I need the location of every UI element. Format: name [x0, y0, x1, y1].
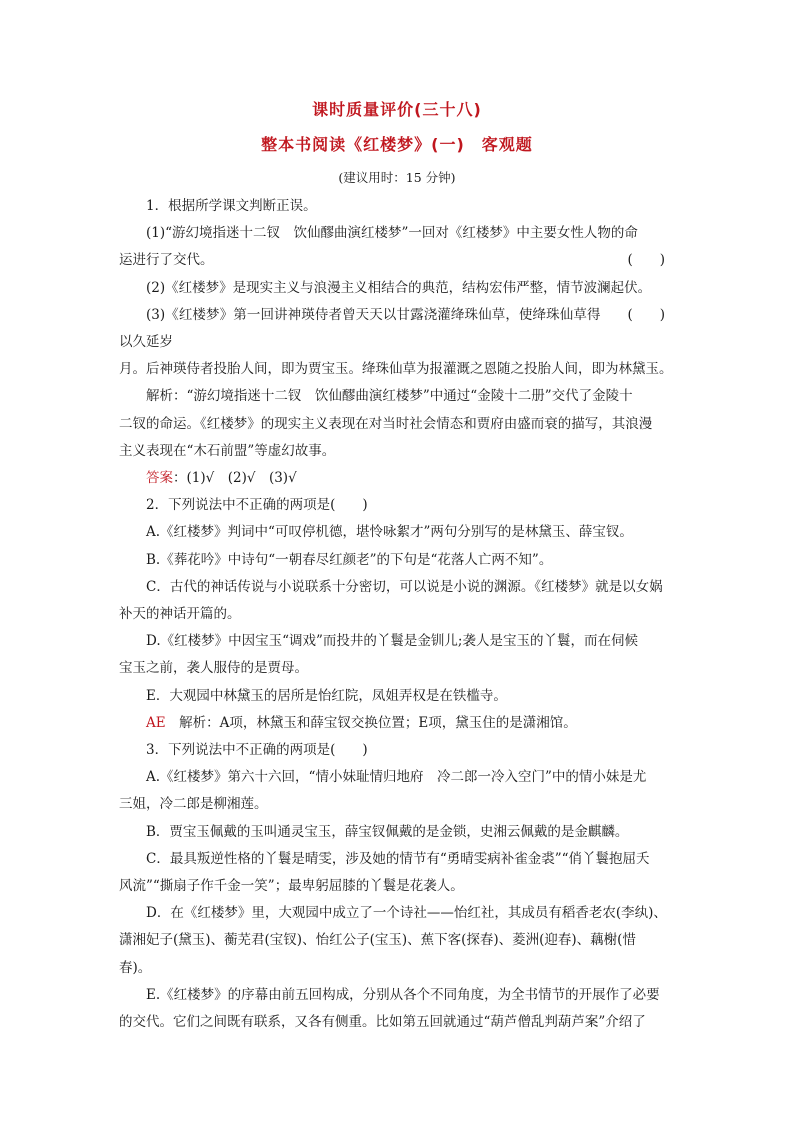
- q1-item1-line1: (1)“游幻境指迷十二钗 饮仙醪曲演红楼梦”一回对《红楼梦》中主要女性人物的命: [146, 225, 638, 242]
- q3-option-d-line2: 潇湘妃子(黛玉)、蘅芜君(宝钗)、怡红公子(宝玉)、蕉下客(探春)、菱洲(迎春)、藕榭(惜: [119, 932, 636, 949]
- q1-analysis-line2: 二钗的命运。《红楼梦》的现实主义表现在对当时社会情态和贾府由盛而衰的描写，其浪漫: [119, 415, 653, 432]
- q1-item1-text: 运进行了交代。: [119, 252, 214, 269]
- q1-analysis-line1: 解析：“游幻境指迷十二钗 饮仙醪曲演红楼梦”中通过“金陵十二册”交代了金陵十: [146, 388, 633, 405]
- q1-item3-line1: (3)《红楼梦》第一回讲神瑛侍者曾天天以甘露浇灌绛珠仙草，使绛珠仙草得以久延岁: [119, 306, 601, 351]
- q3-option-e-line2: 的交代。它们之间既有联系，又各有侧重。比如第五回就通过“葫芦僧乱判葫芦案”介绍了: [119, 1014, 646, 1031]
- q2-option-e: E．大观园中林黛玉的居所是怡红院，凤姐弄权是在铁槛寺。: [146, 687, 507, 704]
- page-subtitle: 整本书阅读《红楼梦》(一) 客观题: [261, 135, 533, 154]
- q2-answer-value: AE: [146, 714, 166, 731]
- q2-option-b: B.《葬花吟》中诗句“一朝春尽红颜老”的下句是“花落人亡两不知”。: [146, 551, 553, 568]
- q2-option-d-line2: 宝玉之前，袭人服侍的是贾母。: [119, 660, 308, 677]
- q1-answer-value: ：(1)√ (2)√ (3)√: [173, 470, 297, 487]
- q3-stem: 3．下列说法中不正确的两项是( ): [146, 742, 368, 759]
- q2-option-a: A.《红楼梦》判词中“可叹停机德，堪怜咏絮才”两句分别写的是林黛玉、薛宝钗。: [146, 524, 633, 541]
- q1-stem: 1．根据所学课文判断正误。: [146, 198, 317, 214]
- q3-option-d-line1: D．在《红楼梦》里，大观园中成立了一个诗社——怡红社，其成员有稻香老农(李纨)、: [146, 905, 667, 922]
- q3-option-b: B．贾宝玉佩戴的玉叫通灵宝玉，薛宝钗佩戴的是金锁，史湘云佩戴的是金麒麟。: [146, 823, 629, 840]
- q3-option-a-line1: A.《红楼梦》第六十六回，“情小妹耻情归地府 冷二郎一冷入空门”中的情小妹是尤: [146, 769, 647, 786]
- q2-option-c-line2: 补天的神话开篇的。: [119, 606, 241, 623]
- q1-analysis-line3: 主义表现在“木石前盟”等虚幻故事。: [119, 442, 336, 459]
- q1-item1-blank[interactable]: ( ): [627, 252, 665, 269]
- q1-answer: [119, 465, 675, 492]
- document-body: [119, 193, 675, 1036]
- time-hint: (建议用时：15 分钟): [338, 170, 456, 185]
- q3-option-c-line1: C．最具叛逆性格的丫鬟是晴雯，涉及她的情节有“勇晴雯病补雀金裘”“俏丫鬟抱屈夭: [146, 850, 650, 867]
- answer-label: 答案: [146, 470, 173, 487]
- q3-option-c-line2: 风流”“撕扇子作千金一笑”；最卑躬屈膝的丫鬟是花袭人。: [119, 878, 464, 895]
- q2-option-c-line1: C．古代的神话传说与小说联系十分密切，可以说是小说的渊源。《红楼梦》就是以女娲: [146, 578, 663, 595]
- q2-stem: 2．下列说法中不正确的两项是( ): [146, 497, 368, 514]
- q3-option-d-line3: 春)。: [119, 959, 152, 976]
- q1-item2-blank[interactable]: ( ): [627, 306, 665, 323]
- q2-option-d-line1: D.《红楼梦》中因宝玉“调戏”而投井的丫鬟是金钏儿;袭人是宝玉的丫鬟，而在伺候: [146, 633, 638, 650]
- q1-item2-text: (2)《红楼梦》是现实主义与浪漫主义相结合的典范，结构宏伟严整，情节波澜起伏。: [146, 279, 652, 296]
- q1-item2: [119, 275, 675, 323]
- page-title: 课时质量评价(三十八): [312, 100, 482, 119]
- q1-item3-line2: 月。后神瑛侍者投胎人间，即为贾宝玉。绛珠仙草为报灌溉之恩随之投胎人间，即为林黛玉。: [119, 361, 673, 378]
- q2-analysis: 解析：A项，林黛玉和薛宝钗交换位置；E项，黛玉住的是潇湘馆。: [165, 714, 577, 731]
- q2-answer: [119, 710, 675, 737]
- q3-option-a-line2: 三姐，冷二郎是柳湘莲。: [119, 796, 268, 813]
- q3-option-e-line1: E.《红楼梦》的序幕由前五回构成，分别从各个不同角度，为全书情节的开展作了必要: [146, 986, 660, 1003]
- q1-item1-line2: [119, 247, 675, 274]
